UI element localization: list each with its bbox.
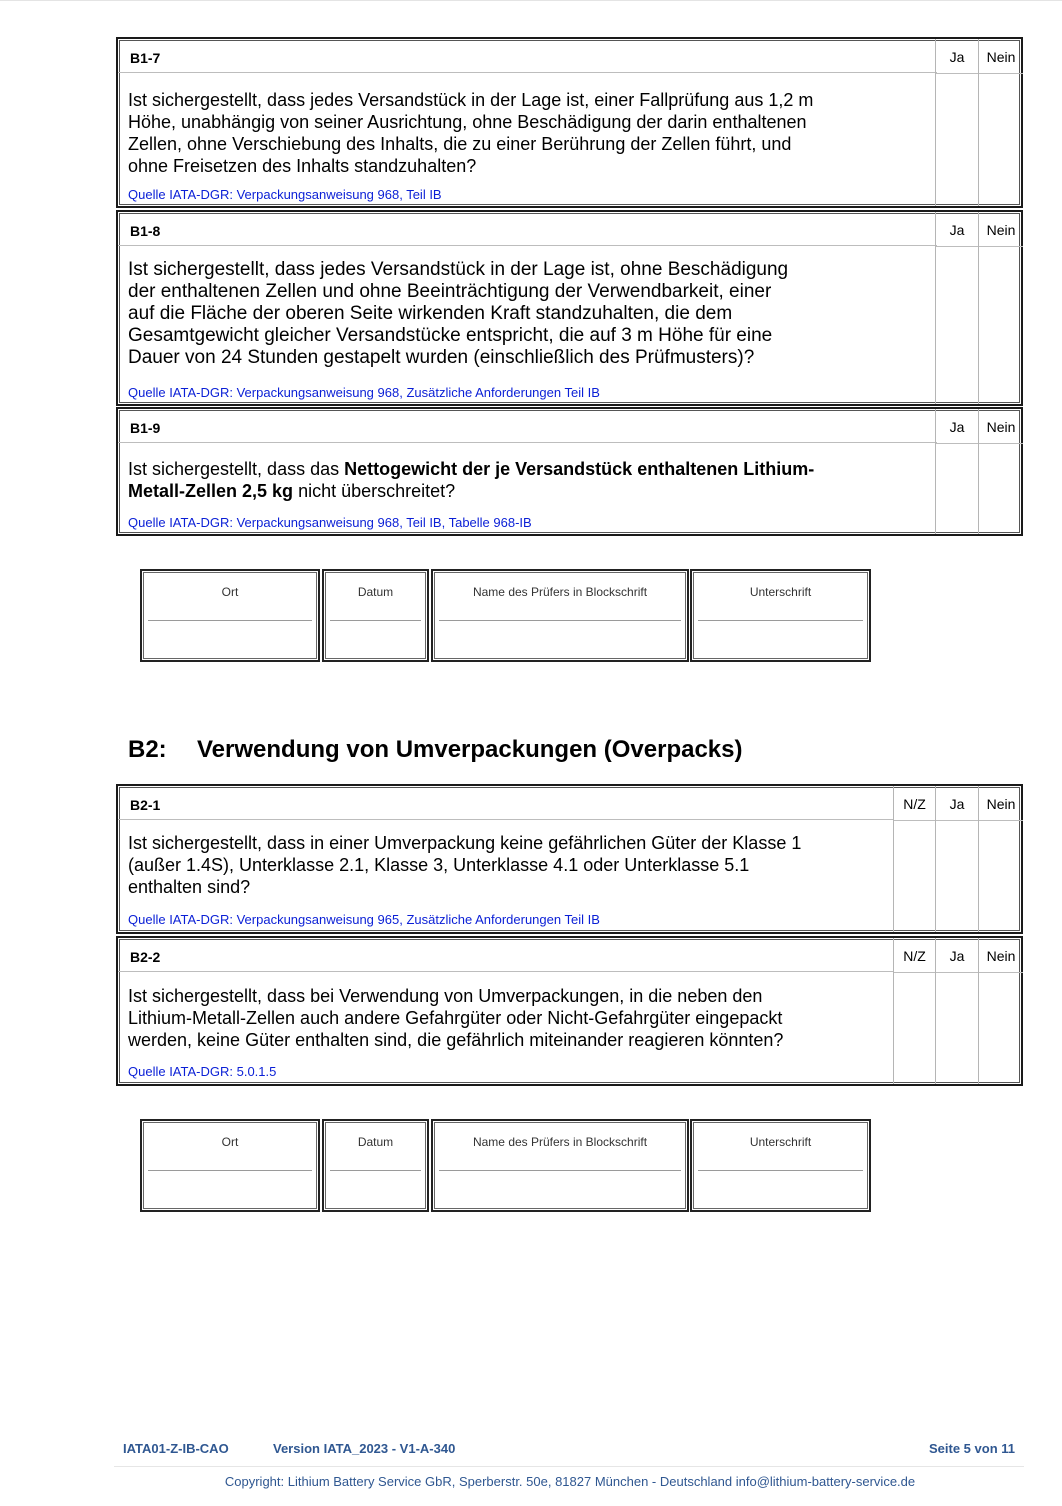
column-label-nz: N/Z bbox=[903, 796, 926, 812]
question-source: Quelle IATA-DGR: Verpackungsanweisung 968, Teil IB, Tabelle 968-IB bbox=[128, 515, 532, 530]
field-label: Ort bbox=[221, 1135, 239, 1149]
column-label-ja: Ja bbox=[949, 49, 965, 65]
question-text-line: der enthaltenen Zellen und ohne Beeinträchtigung der Verwendbarkeit, einer bbox=[128, 281, 772, 302]
question-id: B2-2 bbox=[130, 949, 161, 965]
field-line bbox=[698, 1170, 863, 1171]
column-header-divider bbox=[894, 972, 935, 973]
answer-column-nz[interactable] bbox=[893, 786, 935, 932]
question-text-line: Ist sichergestellt, dass in einer Umverpackung keine gefährlichen Güter der Klasse 1 bbox=[128, 833, 802, 853]
question-source: Quelle IATA-DGR: Verpackungsanweisung 968, Zusätzliche Anforderungen Teil IB bbox=[128, 385, 600, 400]
column-header-divider bbox=[936, 820, 978, 821]
question-id: B1-8 bbox=[130, 223, 161, 239]
question-text bbox=[128, 259, 788, 369]
footer-divider bbox=[114, 1466, 1024, 1467]
page-top-rule bbox=[0, 0, 1062, 1]
column-label-nein: Nein bbox=[986, 49, 1016, 65]
column-header-divider bbox=[936, 73, 978, 74]
signature-field-name[interactable] bbox=[431, 1119, 689, 1212]
question-text-line: ohne Freisetzen des Inhalts standzuhalten? bbox=[128, 156, 477, 176]
signature-field-name[interactable] bbox=[431, 569, 689, 662]
field-line bbox=[148, 620, 312, 621]
section-heading-b2 bbox=[128, 736, 743, 764]
section-title: Verwendung von Umverpackungen (Overpacks) bbox=[197, 736, 743, 763]
question-b1-8 bbox=[116, 210, 1023, 406]
question-b2-2 bbox=[116, 936, 1023, 1086]
column-label-ja: Ja bbox=[949, 796, 965, 812]
column-header-divider bbox=[979, 972, 1023, 973]
question-b2-1 bbox=[116, 784, 1023, 934]
answer-column-nz[interactable] bbox=[893, 938, 935, 1084]
question-header bbox=[118, 938, 894, 972]
question-text bbox=[128, 458, 814, 502]
field-label: Unterschrift bbox=[749, 1135, 812, 1149]
question-id: B1-9 bbox=[130, 420, 161, 436]
column-label-ja: Ja bbox=[949, 419, 965, 435]
footer-page-number: Seite 5 von 11 bbox=[929, 1441, 1015, 1456]
field-line bbox=[439, 620, 681, 621]
answer-column-nein[interactable] bbox=[978, 786, 1023, 932]
signature-field-datum[interactable] bbox=[322, 569, 429, 662]
text-emphasis: Nettogewicht der je Versandstück enthaltenen Lithium- bbox=[344, 459, 815, 479]
field-line bbox=[148, 1170, 312, 1171]
answer-column-nein[interactable] bbox=[978, 409, 1023, 534]
signature-block bbox=[140, 569, 871, 662]
column-header-divider bbox=[979, 443, 1023, 444]
column-header-divider bbox=[979, 73, 1023, 74]
question-header bbox=[118, 786, 894, 820]
text-emphasis: Metall-Zellen 2,5 kg bbox=[128, 481, 294, 501]
column-label-nein: Nein bbox=[986, 222, 1016, 238]
answer-column-ja[interactable] bbox=[935, 39, 978, 206]
question-b1-7 bbox=[116, 37, 1023, 208]
question-header bbox=[118, 409, 937, 443]
question-text-line: Gesamtgewicht gleicher Versandstücke entspricht, die auf 3 m Höhe für eine bbox=[128, 325, 773, 346]
field-line bbox=[698, 620, 863, 621]
question-text-line: Zellen, ohne Verschiebung des Inhalts, die zu einer Berührung der Zellen führt, und bbox=[128, 134, 792, 154]
question-text bbox=[128, 985, 783, 1051]
signature-field-ort[interactable] bbox=[140, 1119, 320, 1212]
answer-column-nein[interactable] bbox=[978, 212, 1023, 404]
question-text-line: Höhe, unabhängig von seiner Ausrichtung, ohne Beschädigung der darin enthaltenen bbox=[128, 112, 807, 132]
question-source: Quelle IATA-DGR: 5.0.1.5 bbox=[128, 1064, 277, 1079]
question-text-line: (außer 1.4S), Unterklasse 2.1, Klasse 3, Unterklasse 4.1 oder Unterklasse 5.1 bbox=[128, 855, 750, 875]
footer-copyright: Copyright: Lithium Battery Service GbR, Sperberstr. 50e, 81827 München - Deutschland info@lithium-battery-service.de bbox=[224, 1474, 916, 1489]
field-line bbox=[439, 1170, 681, 1171]
question-text-line: Ist sichergestellt, dass bei Verwendung von Umverpackungen, in die neben den bbox=[128, 986, 763, 1006]
question-id: B2-1 bbox=[130, 797, 161, 813]
column-header-divider bbox=[979, 820, 1023, 821]
answer-column-ja[interactable] bbox=[935, 938, 978, 1084]
column-header-divider bbox=[894, 820, 935, 821]
question-text bbox=[128, 832, 801, 898]
field-label: Datum bbox=[357, 585, 394, 599]
column-label-nein: Nein bbox=[986, 948, 1016, 964]
answer-column-nein[interactable] bbox=[978, 938, 1023, 1084]
question-source: Quelle IATA-DGR: Verpackungsanweisung 965, Zusätzliche Anforderungen Teil IB bbox=[128, 912, 600, 927]
signature-field-unterschrift[interactable] bbox=[690, 1119, 871, 1212]
question-header bbox=[118, 212, 937, 246]
footer-version: Version IATA_2023 - V1-A-340 bbox=[273, 1441, 456, 1456]
column-header-divider bbox=[979, 246, 1023, 247]
column-label-ja: Ja bbox=[949, 222, 965, 238]
answer-column-ja[interactable] bbox=[935, 409, 978, 534]
question-id: B1-7 bbox=[130, 50, 161, 66]
answer-column-ja[interactable] bbox=[935, 212, 978, 404]
question-text-line: enthalten sind? bbox=[128, 877, 251, 897]
text-run: nicht überschreitet? bbox=[293, 481, 456, 501]
footer-doc-id: IATA01-Z-IB-CAO bbox=[123, 1441, 229, 1456]
question-text-line: werden, keine Güter enthalten sind, die gefährlich miteinander reagieren könnten? bbox=[128, 1030, 784, 1050]
text-run: Ist sichergestellt, dass das bbox=[128, 459, 345, 479]
signature-field-datum[interactable] bbox=[322, 1119, 429, 1212]
question-text-line bbox=[128, 458, 814, 480]
field-label: Name des Prüfers in Blockschrift bbox=[472, 585, 648, 599]
column-header-divider bbox=[936, 972, 978, 973]
question-text-line bbox=[128, 480, 814, 502]
answer-column-ja[interactable] bbox=[935, 786, 978, 932]
answer-column-nein[interactable] bbox=[978, 39, 1023, 206]
signature-field-unterschrift[interactable] bbox=[690, 569, 871, 662]
question-text-line: Ist sichergestellt, dass jedes Versandstück in der Lage ist, einer Fallprüfung aus 1,2 m bbox=[128, 90, 814, 110]
signature-block bbox=[140, 1119, 871, 1212]
field-line bbox=[330, 620, 421, 621]
section-number: B2: bbox=[128, 736, 167, 763]
question-header bbox=[118, 39, 937, 73]
column-label-nein: Nein bbox=[986, 419, 1016, 435]
column-label-nein: Nein bbox=[986, 796, 1016, 812]
column-header-divider bbox=[936, 246, 978, 247]
signature-field-ort[interactable] bbox=[140, 569, 320, 662]
question-text bbox=[128, 89, 813, 177]
question-source: Quelle IATA-DGR: Verpackungsanweisung 968, Teil IB bbox=[128, 187, 442, 202]
field-label: Unterschrift bbox=[749, 585, 812, 599]
question-text-line: auf die Fläche der oberen Seite wirkenden Kraft standzuhalten, die dem bbox=[128, 303, 733, 324]
question-b1-9 bbox=[116, 407, 1023, 536]
column-header-divider bbox=[936, 443, 978, 444]
field-line bbox=[330, 1170, 421, 1171]
question-text-line: Dauer von 24 Stunden gestapelt wurden (einschließlich des Prüfmusters)? bbox=[128, 347, 755, 368]
column-label-ja: Ja bbox=[949, 948, 965, 964]
question-text-line: Lithium-Metall-Zellen auch andere Gefahrgüter oder Nicht-Gefahrgüter eingepackt bbox=[128, 1008, 783, 1028]
question-text-line: Ist sichergestellt, dass jedes Versandstück in der Lage ist, ohne Beschädigung bbox=[128, 259, 789, 280]
field-label: Name des Prüfers in Blockschrift bbox=[472, 1135, 648, 1149]
field-label: Ort bbox=[221, 585, 239, 599]
column-label-nz: N/Z bbox=[903, 948, 926, 964]
field-label: Datum bbox=[357, 1135, 394, 1149]
